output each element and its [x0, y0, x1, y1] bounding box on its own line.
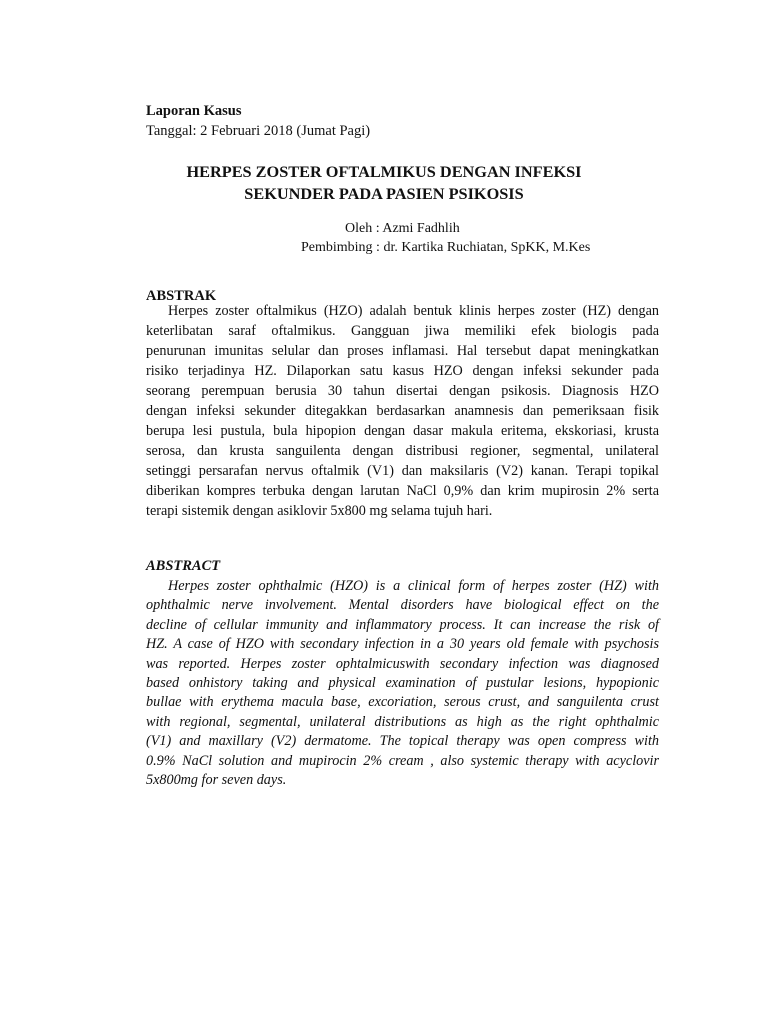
abstrak-line: keterlibatan saraf oftalmikus. Gangguan jiwa memiliki efek biologis pada	[146, 323, 659, 339]
report-type-label: Laporan Kasus	[146, 103, 242, 119]
report-header	[146, 101, 370, 141]
abstrak-line: serosa, dan krusta sanguilenta dengan distribusi regioner, segmental, unilateral	[146, 443, 659, 459]
abstract-line: was reported. Herpes zoster ophtalmicuswith secondary infection was diagnosed	[146, 655, 659, 672]
abstract-line: ophthalmic nerve involvement. Mental disorders have biological effect on the	[146, 597, 659, 614]
abstrak-line: risiko terjadinya HZ. Dilaporkan satu kasus HZO dengan infeksi sekunder pada	[146, 363, 659, 379]
author-name: Oleh : Azmi Fadhlih	[345, 221, 460, 236]
abstrak-line: diberikan kompres terbuka dengan larutan NaCl 0,9% dan krim mupirosin 2% serta	[146, 483, 659, 499]
abstract-line: decline of cellular immunity and inflammatory process. It can increase the risk of	[146, 616, 659, 633]
abstract-line: Herpes zoster ophthalmic (HZO) is a clinical form of herpes zoster (HZ) with	[168, 578, 659, 594]
paper-title	[110, 161, 658, 205]
abstract-line: with regional, segmental, unilateral distributions as high as the right ophthalmic	[146, 713, 659, 730]
abstract-line: HZ. A case of HZO with secondary infection in a 30 years old female with psychosis	[146, 636, 659, 653]
abstrak-heading: ABSTRAK	[146, 288, 217, 304]
abstrak-line: terapi sistemik dengan asiklovir 5x800 mg selama tujuh hari.	[146, 503, 493, 519]
abstract-line: (V1) and maxillary (V2) dermatome. The topical therapy was open compress with	[146, 733, 659, 750]
abstract-line: 5x800mg for seven days.	[146, 771, 287, 788]
abstract-heading: ABSTRACT	[146, 558, 221, 574]
author-block	[150, 219, 620, 257]
abstrak-line: Herpes zoster oftalmikus (HZO) adalah bentuk klinis herpes zoster (HZ) dengan	[168, 303, 659, 319]
report-date: Tanggal: 2 Februari 2018 (Jumat Pagi)	[146, 123, 371, 139]
abstrak-line: setinggi persarafan nervus oftalmik (V1) dan maksilaris (V2) kanan. Terapi topikal	[146, 463, 659, 479]
title-line: SEKUNDER PADA PASIEN PSIKOSIS	[244, 184, 524, 203]
abstract-line: based onhistory taking and physical examination of pustular lesions, hypopionic	[146, 674, 659, 691]
abstrak-body	[146, 301, 659, 521]
abstract-line: bullae with erythema macula base, excoriation, serous crust, and sanguilenta crust	[146, 694, 659, 711]
title-line: HERPES ZOSTER OFTALMIKUS DENGAN INFEKSI	[186, 162, 582, 181]
abstract-line: 0.9% NaCl solution and mupirocin 2% cream , also systemic therapy with acyclovir	[146, 752, 659, 769]
abstrak-line: penurunan imunitas selular dan proses inflamasi. Hal tersebut dapat meningkatkan	[146, 343, 659, 359]
abstrak-line: dengan infeksi sekunder ditegakkan berdasarkan anamnesis dan pemeriksaan fisik	[146, 403, 659, 419]
abstract-body	[146, 577, 659, 790]
abstrak-line: berupa lesi pustula, bula hipopion dengan dasar makula eritema, ekskoriasi, krusta	[146, 423, 659, 439]
supervisor-name: Pembimbing : dr. Kartika Ruchiatan, SpKK, M.Kes	[301, 240, 591, 255]
abstrak-line: seorang perempuan berusia 30 tahun disertai dengan psikosis. Diagnosis HZO	[146, 383, 659, 399]
